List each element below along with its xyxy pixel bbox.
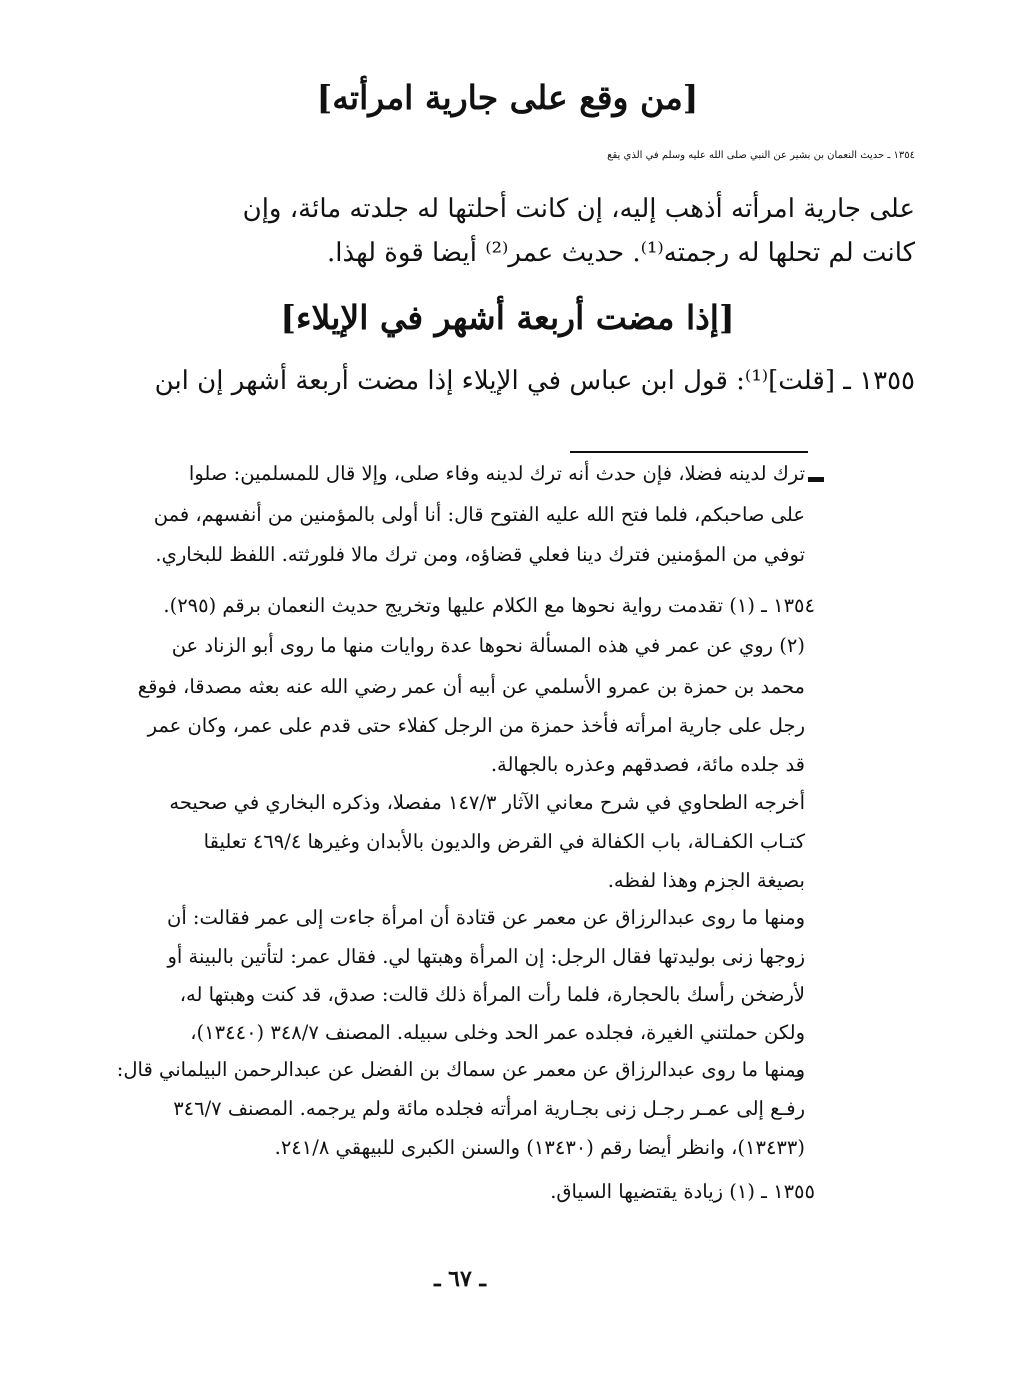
footnote-1354-2-line-10: لأرضخن رأسك بالحجارة، فلما رأت المرأة ذلك قالت: صدق، قد كنت وهبتها له، <box>179 983 805 1006</box>
footnote-1354-2-line-5: أخرجه الطحاوي في شرح معاني الآثار ١٤٧/٣ مفصلا، وذكره البخاري في صحيحه <box>169 791 805 814</box>
footnote-1354-2-line-13: رفـع إلى عمـر رجـل زنى بجـارية امرأته فجلده مائة ولم يرجمه. المصنف ٣٤٦/٧ <box>173 1097 805 1120</box>
main-text-line-2: على جارية امرأته أذهب إليه، إن كانت أحلتها له جلدته مائة، وإن <box>242 194 915 224</box>
footnote-line-3: توفي من المؤمنين فترك دينا فعلي قضاؤه، ومن ترك مالا فلورثته. اللفظ للبخاري. <box>155 543 805 566</box>
footnote-1354-2-line-1: (٢) روي عن عمر في هذه المسألة نحوها عدة روايات منها ما روى أبو الزناد عن <box>171 634 805 657</box>
main-text-line-4: ١٣٥٥ ـ [قلت]⁽¹⁾: قول ابن عباس في الإيلاء إذا مضت أربعة أشهر إن ابن <box>154 366 915 396</box>
footnote-line-2: على صاحبكم، فلما فتح الله عليه الفتوح قال: أنا أولى بالمؤمنين من أنفسهم، فمن <box>153 503 805 526</box>
page-number: ـ ٦٧ ـ <box>434 1266 486 1292</box>
footnote-separator <box>570 451 808 453</box>
footnote-1354-2-line-9: زوجها زنى بوليدتها فقال الرجل: إن المرأة وهبتها لي. فقال عمر: لتأتين بالبينة أو <box>167 945 805 968</box>
footnote-1354-1: ١٣٥٤ ـ (١) تقدمت رواية نحوها مع الكلام عليها وتخريج حديث النعمان برقم (٢٩٥). <box>163 594 815 617</box>
section-heading-2: [إذا مضت أربعة أشهر في الإيلاء] <box>280 298 735 337</box>
footnote-1354-2-line-6: كتـاب الكفـالة، باب الكفالة في القرض والديون بالأبدان وغيرها ٤٦٩/٤ تعليقا <box>203 830 805 853</box>
footnote-1355-1: ١٣٥٥ ـ (١) زيادة يقتضيها السياق. <box>550 1180 815 1203</box>
footnote-1354-2-line-4: قد جلده مائة، فصدقهم وعذره بالجهالة. <box>490 753 805 776</box>
footnote-1354-2-line-11: ولكن حملتني الغيرة، فجلده عمر الحد وخلى سبيله. المصنف ٣٤٨/٧ (١٣٤٤٠)، <box>190 1021 805 1044</box>
footnote-1354-2-line-2: محمد بن حمزة بن عمرو الأسلمي عن أبيه أن عمر رضي الله عنه بعثه مصدقا، فوقع <box>137 675 805 698</box>
continuation-mark <box>808 477 824 482</box>
footnote-1354-2-line-12: ومنها ما روى عبدالرزاق عن معمر عن سماك بن الفضل عن عبدالرحمن البيلماني قال: <box>116 1058 805 1081</box>
main-text-line-3: كانت لم تحلها له رجمته⁽¹⁾. حديث عمر⁽²⁾ أيضا قوة لهذا. <box>326 238 915 268</box>
section-heading-1: [من وقع على جارية امرأته] <box>316 78 699 117</box>
footnote-1354-2-line-8: ومنها ما روى عبدالرزاق عن معمر عن قتادة أن امرأة جاءت إلى عمر فقالت: أن <box>167 906 805 929</box>
footnote-line-1: ترك لدينه فضلا، فإن حدث أنه ترك لدينه وفاء صلى، وإلا قال للمسلمين: صلوا <box>188 462 805 485</box>
main-text-line-1: ١٣٥٤ ـ حديث النعمان بن بشير عن النبي صلى الله عليه وسلم في الذي يقع <box>607 150 915 161</box>
footnote-1354-2-line-7: بصيغة الجزم وهذا لفظه. <box>607 869 805 892</box>
footnote-1354-2-line-14: (١٣٤٣٣)، وانظر أيضا رقم (١٣٤٣٠) والسنن الكبرى للبيهقي ٢٤١/٨. <box>274 1136 805 1159</box>
footnote-1354-2-line-3: رجل على جارية امرأته فأخذ حمزة من الرجل كفلاء حتى قدم على عمر، وكان عمر <box>147 714 805 737</box>
